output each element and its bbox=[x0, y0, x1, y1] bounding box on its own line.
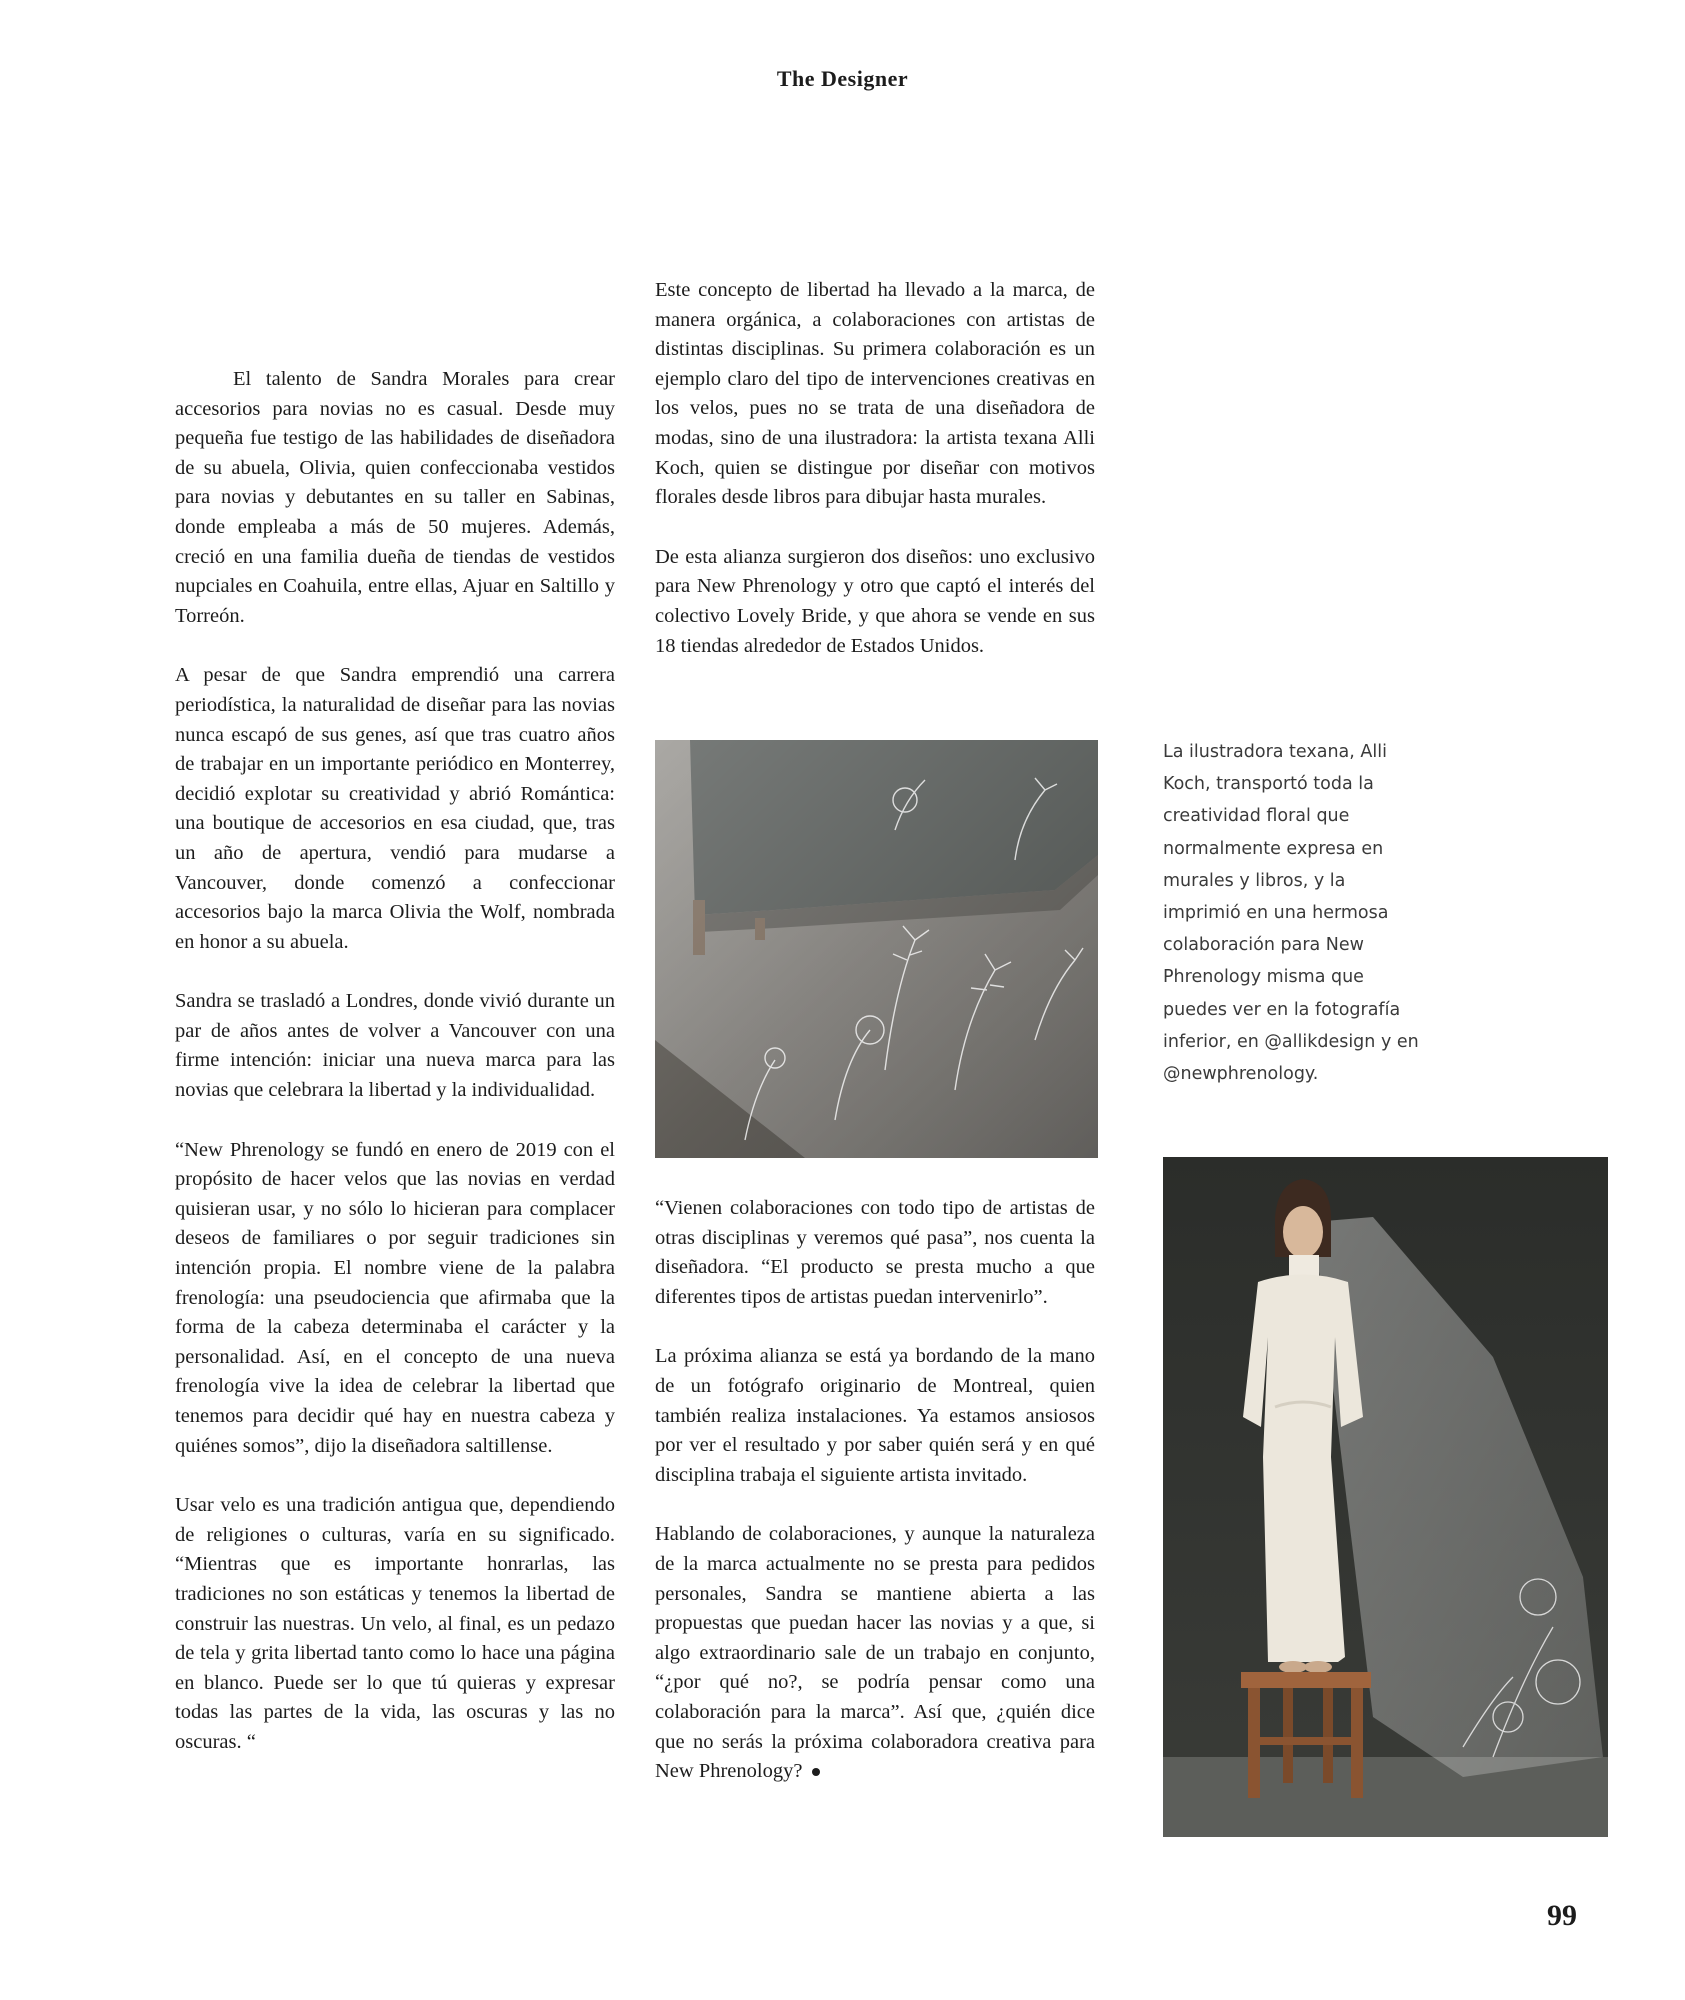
paragraph: A pesar de que Sandra emprendió una carrera periodística, la naturalidad de diseñar para las novias nunca escapó de sus genes, así que tras cuatro años de trabajar en un importante periódico en Monterrey, decidió explotar su creatividad y abrió Romántica: una boutique de accesorios en esa ciudad, que, tras un año de apertura, vendió para mudarse a Vancouver, donde comenzó a confeccionar accesorios bajo la marca Olivia the Wolf, nombrada en honor a su abuela. bbox=[175, 664, 615, 953]
article-column-2-bottom bbox=[655, 1194, 1095, 1787]
paragraph-final bbox=[655, 1520, 1095, 1786]
paragraph: La próxima alianza se está ya bordando de la mano de un fotógrafo originario de Montreal, quien también realiza instalaciones. Ya estamos ansiosos por ver el resultado y por saber quién será y en qué disciplina trabaja el siguiente artista invitado. bbox=[655, 1345, 1095, 1486]
veil-detail-photo bbox=[655, 740, 1098, 1158]
article-column-2-top bbox=[655, 276, 1095, 661]
end-mark-icon bbox=[812, 1768, 820, 1776]
paragraph: El talento de Sandra Morales para crear accesorios para novias no es casual. Desde muy pequeña fue testigo de las habilidades de diseñadora de su abuela, Olivia, quien confeccionaba vestidos para novias y debutantes en su taller en Sabinas, donde empleaba a más de 50 mujeres. Además, creció en una familia dueña de tiendas de vestidos nupciales en Coahuila, entre ellas, Ajuar en Saltillo y Torreón. bbox=[175, 368, 615, 627]
paragraph: Usar velo es una tradición antigua que, dependiendo de religiones o culturas, varía en su significado. “Mientras que es importante honrarlas, las tradiciones no son estáticas y tenemos la libertad de construir las nuestras. Un velo, al final, es un pedazo de tela y grita libertad tanto como lo hace una página en blanco. Puede ser lo que tú quieras y expresar todas las partes de la vida, las oscuras y las no oscuras. “ bbox=[175, 1494, 615, 1753]
paragraph: De esta alianza surgieron dos diseños: uno exclusivo para New Phrenology y otro que captó el interés del colectivo Lovely Bride, y que ahora se vende en sus 18 tiendas alrededor de Estados Unidos. bbox=[655, 545, 1095, 657]
page-number: 99 bbox=[1547, 1899, 1577, 1932]
paragraph: Este concepto de libertad ha llevado a la marca, de manera orgánica, a colaboraciones con artistas de distintas disciplinas. Su primera colaboración es un ejemplo claro del tipo de intervenciones creativas en los velos, pues no se trata de una diseñadora de modas, sino de una ilustradora: la artista texana Alli Koch, quien se distingue por diseñar con motivos florales desde libros para dibujar hasta murales. bbox=[655, 279, 1095, 509]
paragraph: Sandra se trasladó a Londres, donde vivió durante un par de años antes de volver a Vancouver con una firme intención: iniciar una nueva marca para las novias que celebrara la libertad y la individualidad. bbox=[175, 990, 615, 1102]
section-title: The Designer bbox=[776, 66, 909, 91]
paragraph: “New Phrenology se fundó en enero de 2019 con el propósito de hacer velos que las novias en verdad quisieran usar, y no sólo lo hicieran para complacer deseos de familiares o por seguir tradiciones sin intención propia. El nombre viene de la palabra frenología: una pseudociencia que afirmaba que la forma de la cabeza determinaba el carácter y la personalidad. Así, en el concepto de una nueva frenología vive la idea de celebrar la libertad que tenemos para decidir qué hay en nuestra cabeza y quiénes somos”, dijo la diseñadora saltillense. bbox=[175, 1138, 615, 1457]
photo-caption: La ilustradora texana, Alli Koch, transportó toda la creatividad floral que normalmente expresa en murales y libros, y la imprimió en una hermosa colaboración para New Phrenology misma que puedes ver en la fotografía inferior, en @allikdesign y en @newphrenology. bbox=[1163, 742, 1419, 1085]
paragraph: “Vienen colaboraciones con todo tipo de artistas de otras disciplinas y veremos qué pasa”, nos cuenta la diseñadora. “El producto se presta mucho a que diferentes tipos de artistas puedan intervenirlo”. bbox=[655, 1197, 1095, 1308]
article-column-1 bbox=[175, 365, 615, 1758]
bride-veil-photo bbox=[1163, 1157, 1608, 1837]
paragraph-final-text: Hablando de colaboraciones, y aunque la naturaleza de la marca actualmente no se presta para pedidos personales, Sandra se mantiene abierta a las propuestas que puedan hacer las novias y a que, si algo extraordinario sale de un trabajo en conjunto, “¿por qué no?, se podría pensar como una colaboración para la marca”. Así que, ¿quién dice que no serás la próxima colaboradora creativa para New Phrenology? bbox=[655, 1523, 1095, 1783]
